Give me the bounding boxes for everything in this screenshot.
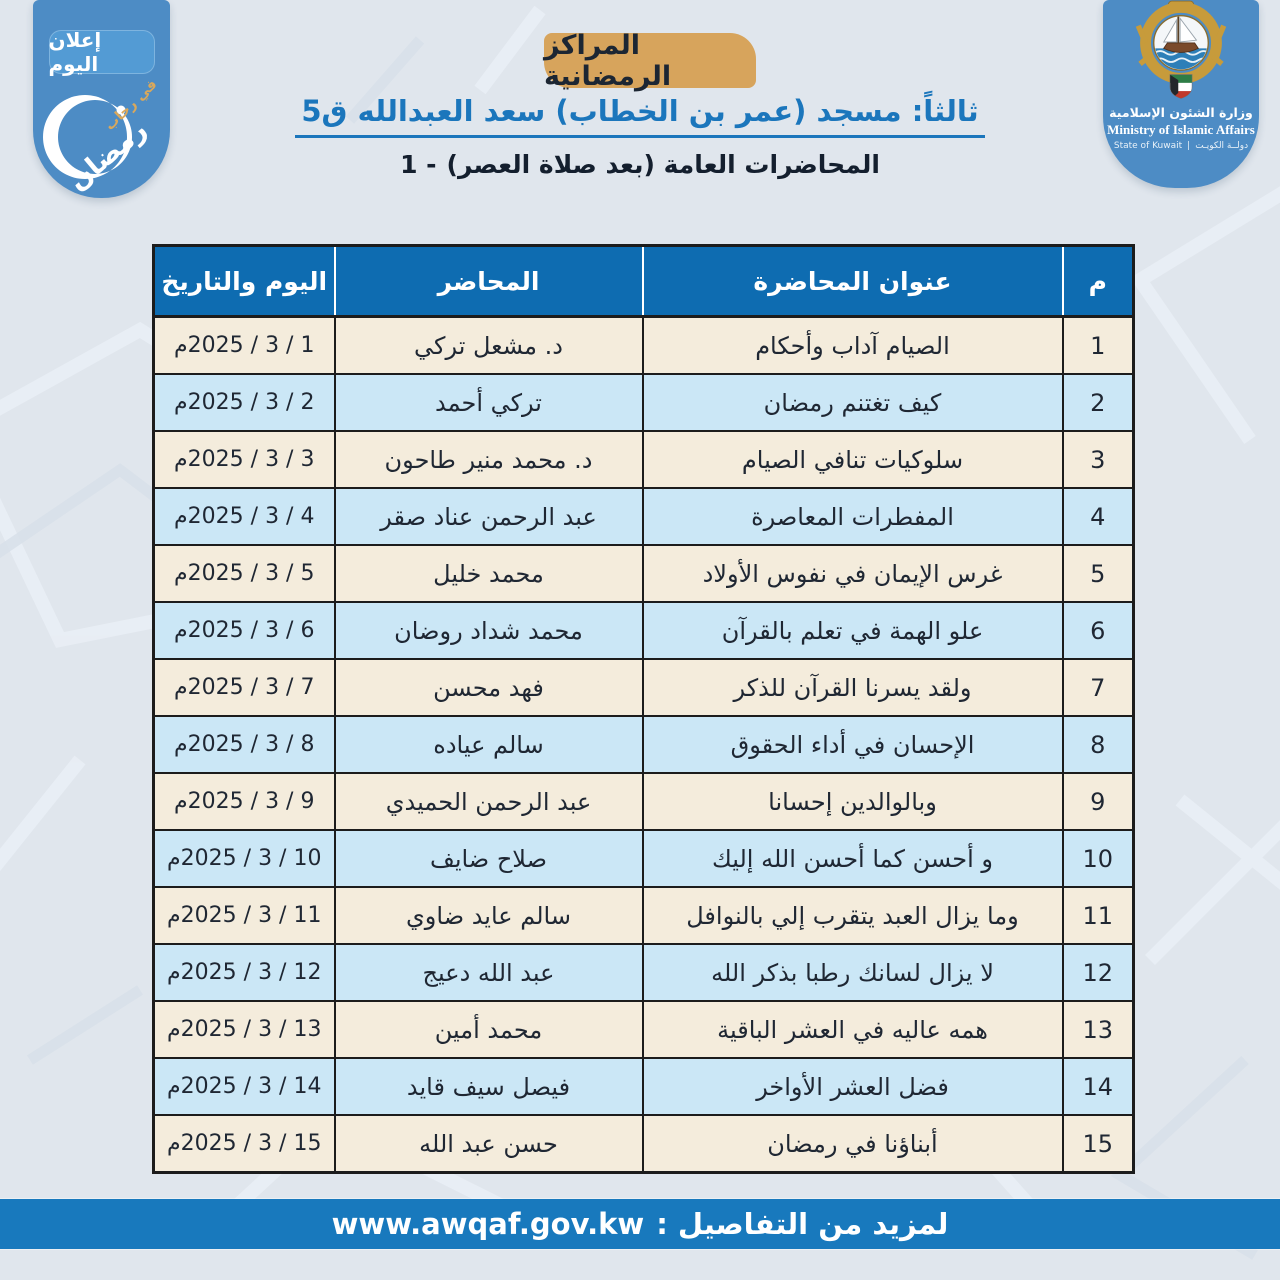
cell-number: 10 [1063, 830, 1134, 887]
title-row [0, 94, 1280, 138]
col-header-lecturer: المحاضر [335, 246, 643, 317]
cell-date: 1 / 3 / 2025م [154, 317, 335, 375]
table-row [154, 545, 1134, 602]
ministry-name-arabic: وزارة الشئون الإسلامية [1109, 105, 1253, 120]
table-header-row [154, 246, 1134, 317]
cell-lecture-title: أبناؤنا في رمضان [643, 1115, 1063, 1173]
category-badge-label: المراكز الرمضانية [544, 29, 672, 92]
table-row [154, 317, 1134, 375]
page-subtitle [0, 150, 1280, 179]
table-row [154, 1001, 1134, 1058]
cell-number: 12 [1063, 944, 1134, 1001]
cell-lecture-title: وبالوالدين إحسانا [643, 773, 1063, 830]
cell-number: 9 [1063, 773, 1134, 830]
footer-bar [0, 1199, 1280, 1249]
cell-number: 1 [1063, 317, 1134, 375]
subtitle-text: المحاضرات العامة (بعد صلاة العصر) [446, 150, 880, 179]
cell-lecturer: تركي أحمد [335, 374, 643, 431]
category-badge [544, 29, 756, 92]
cell-lecture-title: همه عاليه في العشر الباقية [643, 1001, 1063, 1058]
state-divider: | [1187, 141, 1191, 151]
cell-date: 11 / 3 / 2025م [154, 887, 335, 944]
cell-lecture-title: الإحسان في أداء الحقوق [643, 716, 1063, 773]
cell-lecturer: د. محمد منير طاحون [335, 431, 643, 488]
cell-lecturer: محمد شداد روضان [335, 602, 643, 659]
table-row [154, 374, 1134, 431]
cell-lecturer: د. مشعل تركي [335, 317, 643, 375]
table-row [154, 773, 1134, 830]
cell-lecturer: سالم عياده [335, 716, 643, 773]
col-header-date: اليوم والتاريخ [154, 246, 335, 317]
cell-number: 14 [1063, 1058, 1134, 1115]
cell-date: 8 / 3 / 2025م [154, 716, 335, 773]
cell-date: 4 / 3 / 2025م [154, 488, 335, 545]
cell-date: 12 / 3 / 2025م [154, 944, 335, 1001]
col-header-number: م [1063, 246, 1134, 317]
cell-lecturer: عبد الرحمن عناد صقر [335, 488, 643, 545]
cell-lecture-title: المفطرات المعاصرة [643, 488, 1063, 545]
table-row [154, 431, 1134, 488]
state-of-kuwait-en: State of Kuwait [1113, 141, 1183, 151]
cell-lecture-title: فضل العشر الأواخر [643, 1058, 1063, 1115]
cell-lecturer: محمد أمين [335, 1001, 643, 1058]
cell-number: 4 [1063, 488, 1134, 545]
cell-lecture-title: علو الهمة في تعلم بالقرآن [643, 602, 1063, 659]
cell-number: 5 [1063, 545, 1134, 602]
cell-date: 2 / 3 / 2025م [154, 374, 335, 431]
cell-number: 11 [1063, 887, 1134, 944]
cell-date: 14 / 3 / 2025م [154, 1058, 335, 1115]
cell-lecture-title: سلوكيات تنافي الصيام [643, 431, 1063, 488]
table-row [154, 1058, 1134, 1115]
footer-url: www.awqaf.gov.kw [331, 1207, 645, 1241]
cell-lecture-title: و أحسن كما أحسن الله إليك [643, 830, 1063, 887]
table-row [154, 830, 1134, 887]
cell-number: 7 [1063, 659, 1134, 716]
subtitle-number: 1 - [400, 150, 437, 179]
cell-date: 9 / 3 / 2025م [154, 773, 335, 830]
cell-lecturer: سالم عايد ضاوي [335, 887, 643, 944]
page-title: ثالثاً: مسجد (عمر بن الخطاب) سعد العبدالله ق5 [295, 94, 984, 138]
cell-lecture-title: ولقد يسرنا القرآن للذكر [643, 659, 1063, 716]
announcement-today-badge [49, 30, 155, 74]
cell-lecturer: حسن عبد الله [335, 1115, 643, 1173]
cell-date: 6 / 3 / 2025م [154, 602, 335, 659]
kuwait-emblem-icon [1131, 0, 1231, 104]
cell-number: 8 [1063, 716, 1134, 773]
cell-date: 15 / 3 / 2025م [154, 1115, 335, 1173]
cell-date: 3 / 3 / 2025م [154, 431, 335, 488]
table-row [154, 716, 1134, 773]
cell-lecture-title: كيف تغتنم رمضان [643, 374, 1063, 431]
table-row [154, 1115, 1134, 1173]
table-row [154, 602, 1134, 659]
cell-date: 13 / 3 / 2025م [154, 1001, 335, 1058]
cell-date: 10 / 3 / 2025م [154, 830, 335, 887]
table-row [154, 944, 1134, 1001]
cell-number: 15 [1063, 1115, 1134, 1173]
cell-number: 2 [1063, 374, 1134, 431]
announcement-today-label: إعلان اليوم [48, 28, 102, 76]
ministry-name-english: Ministry of Islamic Affairs [1107, 122, 1255, 137]
col-header-lecture-title: عنوان المحاضرة [643, 246, 1063, 317]
ramadan-logo-word: رمضان [61, 114, 153, 194]
cell-lecturer: محمد خليل [335, 545, 643, 602]
footer-label: لمزيد من التفاصيل : [656, 1207, 949, 1241]
cell-date: 5 / 3 / 2025م [154, 545, 335, 602]
cell-lecturer: صلاح ضايف [335, 830, 643, 887]
cell-lecturer: عبد الرحمن الحميدي [335, 773, 643, 830]
ramadan-logo-phrase: في رحاب [101, 76, 160, 134]
cell-lecture-title: غرس الإيمان في نفوس الأولاد [643, 545, 1063, 602]
cell-number: 13 [1063, 1001, 1134, 1058]
cell-lecture-title: لا يزال لسانك رطبا بذكر الله [643, 944, 1063, 1001]
cell-lecture-title: الصيام آداب وأحكام [643, 317, 1063, 375]
cell-date: 7 / 3 / 2025م [154, 659, 335, 716]
cell-number: 3 [1063, 431, 1134, 488]
state-of-kuwait-ar: دولــة الكويـت [1195, 141, 1249, 151]
cell-lecture-title: وما يزال العبد يتقرب إلي بالنوافل [643, 887, 1063, 944]
cell-lecturer: فهد محسن [335, 659, 643, 716]
table-row [154, 488, 1134, 545]
cell-number: 6 [1063, 602, 1134, 659]
lectures-table [152, 244, 1135, 1174]
table-row [154, 659, 1134, 716]
table-row [154, 887, 1134, 944]
cell-lecturer: فيصل سيف قايد [335, 1058, 643, 1115]
cell-lecturer: عبد الله دعيج [335, 944, 643, 1001]
